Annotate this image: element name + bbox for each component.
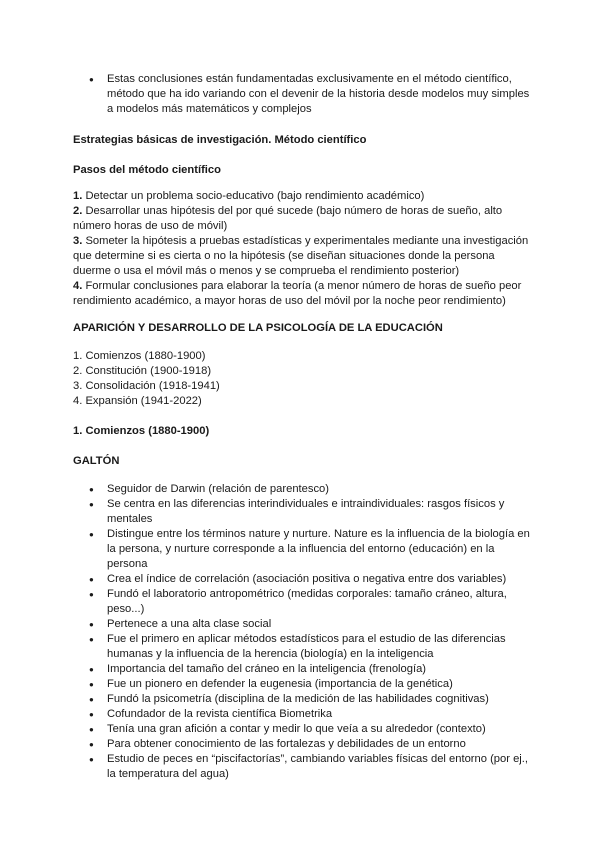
intro-bullets — [73, 72, 533, 117]
list-item: ● Seguidor de Darwin (relación de parentesco) — [73, 482, 533, 497]
step-1 — [73, 189, 533, 204]
step-4 — [73, 279, 533, 309]
list-item: ● Pertenece a una alta clase social — [73, 617, 533, 632]
step-text: Desarrollar unas hipótesis del por qué sucede (bajo número de horas de sueño, alto número horas de uso de móvil) — [73, 205, 503, 232]
list-item: ● Fue un pionero en defender la eugenesia (importancia de la genética) — [73, 677, 533, 692]
list-item: ● Estudio de peces en “piscifactorías”, cambiando variables físicas del entorno (por ej., la temperatura del agua) — [73, 752, 533, 782]
step-text: Detectar un problema socio-educativo (bajo rendimiento académico) — [85, 190, 425, 202]
list-item: ● Fundó el laboratorio antropométrico (medidas corporales: tamaño cráneo, altura, peso...) — [73, 587, 533, 617]
list-item: ● Crea el índice de correlación (asociación positiva o negativa entre dos variables) — [73, 572, 533, 587]
step-text: Formular conclusiones para elaborar la teoría (a menor número de horas de sueño peor rendimiento académico, a mayor horas de uso del móvil por la noche peor rendimiento) — [73, 280, 522, 307]
period-item: 1. Comienzos (1880-1900) — [73, 350, 206, 362]
list-item: ● Para obtener conocimiento de las fortalezas y debilidades de un entorno — [73, 737, 533, 752]
list-item: ● Estas conclusiones están fundamentadas exclusivamente en el método científico, método que ha ido variando con el devenir de la historia desde modelos muy simples a modelos más matemáticos y complejos — [73, 72, 533, 117]
section-heading-galton: GALTÓN — [73, 455, 120, 467]
period-item: 3. Consolidación (1918-1941) — [73, 380, 220, 392]
step-text: Someter la hipótesis a pruebas estadísticas y experimentales mediante una investigación que determine si es cierta o no la hipótesis (se diseñan situaciones donde la persona duerme o usa el móvil más o menos y se comprueba el rendimiento posterior) — [73, 235, 529, 277]
step-number: 2. — [73, 205, 83, 217]
galton-bullets — [73, 482, 533, 782]
step-number: 1. — [73, 190, 83, 202]
list-item: ● Distingue entre los términos nature y nurture. Nature es la influencia de la biología en la persona, y nurture corresponde a la influencia del entorno (educación) en la persona — [73, 527, 533, 572]
list-item: ● Fundó la psicometría (disciplina de la medición de las habilidades cognitivas) — [73, 692, 533, 707]
period-item: 2. Constitución (1900-1918) — [73, 365, 212, 377]
list-item: ● Importancia del tamaño del cráneo en la inteligencia (frenología) — [73, 662, 533, 677]
section-heading-aparicion: APARICIÓN Y DESARROLLO DE LA PSICOLOGÍA DE LA EDUCACIÓN — [73, 322, 443, 334]
list-item: ● Tenía una gran afición a contar y medir lo que veía a su alrededor (contexto) — [73, 722, 533, 737]
step-number: 3. — [73, 235, 83, 247]
list-item: ● Se centra en las diferencias interindividuales e intraindividuales: rasgos físicos y mentales — [73, 497, 533, 527]
step-2 — [73, 204, 533, 234]
list-item: ● Cofundador de la revista científica Biometrika — [73, 707, 533, 722]
step-number: 4. — [73, 280, 83, 292]
periods-list — [73, 349, 533, 409]
section-heading-comienzos: 1. Comienzos (1880-1900) — [73, 425, 210, 437]
step-3 — [73, 234, 533, 279]
section-heading-estrategias: Estrategias básicas de investigación. Método científico — [73, 134, 367, 146]
method-steps — [73, 189, 533, 309]
section-heading-pasos: Pasos del método científico — [73, 164, 221, 176]
period-item: 4. Expansión (1941-2022) — [73, 395, 202, 407]
list-item: ● Fue el primero en aplicar métodos estadísticos para el estudio de las diferencias humanas y la influencia de la herencia (biología) en la inteligencia — [73, 632, 533, 662]
